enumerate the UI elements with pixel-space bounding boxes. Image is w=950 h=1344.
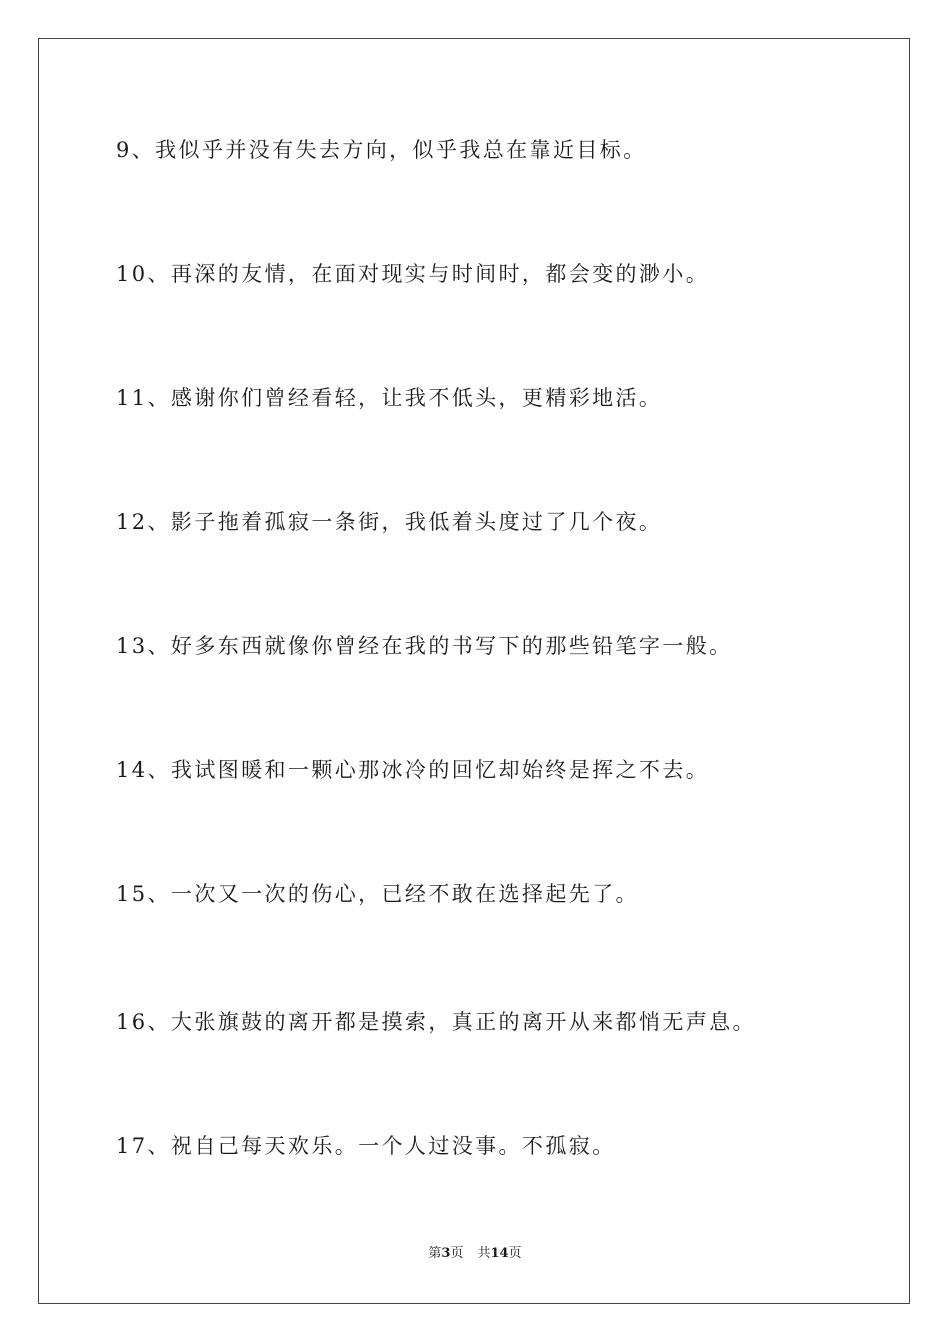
- text-line-15: 15、一次又一次的伤心，已经不敢在选择起先了。: [116, 882, 639, 906]
- total-pages: 14: [490, 1246, 509, 1261]
- page-number: 3: [441, 1246, 451, 1261]
- text-line-14: 14、我试图暖和一颗心那冰冷的回忆却始终是挥之不去。: [116, 758, 710, 782]
- page-suffix: 页: [450, 1246, 464, 1261]
- total-prefix: 共: [477, 1246, 491, 1261]
- page-footer: [0, 1245, 950, 1263]
- text-line-13: 13、好多东西就像你曾经在我的书写下的那些铅笔字一般。: [116, 634, 733, 658]
- text-line-9: 9、我似乎并没有失去方向，似乎我总在靠近目标。: [116, 138, 647, 162]
- text-line-12: 12、影子拖着孤寂一条街，我低着头度过了几个夜。: [116, 510, 663, 534]
- total-suffix: 页: [508, 1246, 522, 1261]
- text-line-11: 11、感谢你们曾经看轻，让我不低头，更精彩地活。: [116, 386, 663, 410]
- page-border: [38, 38, 910, 1304]
- text-line-17: 17、祝自己每天欢乐。一个人过没事。不孤寂。: [116, 1134, 616, 1158]
- text-line-16: 16、大张旗鼓的离开都是摸索，真正的离开从来都悄无声息。: [116, 1010, 756, 1034]
- page-prefix: 第: [428, 1246, 442, 1261]
- text-line-10: 10、再深的友情，在面对现实与时间时，都会变的渺小。: [116, 262, 710, 286]
